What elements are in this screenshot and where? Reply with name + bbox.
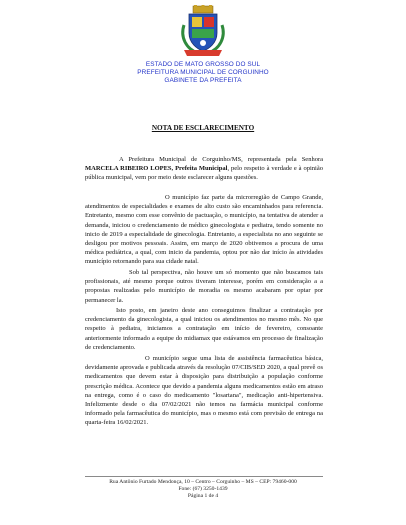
text-line: Infelizmente desde o dia 07/02/2021 não temos na farmácia municipal conforme <box>85 400 323 408</box>
text-line: Isto posto, em janeiro deste ano conseguimos finalizar a contratação por <box>116 307 323 314</box>
text-line: A Prefeitura Municipal de Corguinho/MS, representada pela Senhora <box>119 156 323 163</box>
text-line: Entretanto, mesmo com esse convênio de pactuação, o município, na tentativa de atender a <box>85 212 323 220</box>
text-line: MARCELA RIBEIRO LOPES, Prefeita Municipal, pelo respeito à verdade e à opinião <box>85 165 323 173</box>
header-state: ESTADO DE MATO GROSSO DO SUL <box>145 61 261 68</box>
text-line: inicio de 2019 a especialidade de ginecologia. Entretanto, a especialista no ano seguinte se <box>85 230 323 238</box>
text-line: médica pediátrica, a qual, com inicio da pandemia, optou por não dar início às atividades <box>85 249 323 257</box>
text-line: profissionais, até mesmo porque outros tiveram interesse, porém em consideração a a <box>85 278 323 286</box>
text-line: pública municipal, vem por meio deste esclarecer alguns questões. <box>85 174 258 182</box>
text-line: município retornando para sua cidade natal. <box>85 258 199 266</box>
footer-divider <box>85 476 323 477</box>
text-line: atendimentos de especialidades e exames de alto custo são encaminhados para referencia. <box>85 203 323 211</box>
header-prefecture: PREFEITURA MUNICIPAL DE CORGUINHO <box>137 69 269 76</box>
text-line: Sob tal perspectiva, não houve um só momento que não buscamos tais <box>129 269 323 276</box>
text-line: prescrição médica. Acontece que devido a pandemia alguns medicamentos estão em atraso <box>85 382 323 390</box>
paragraph-5 <box>85 354 323 428</box>
text-line: demanda, iniciou o credenciamento de médico ginecologista e pediatra, tendo somente no <box>85 221 323 229</box>
municipal-coat-of-arms <box>178 5 228 57</box>
text-line: quarta-feira 16/02/2021. <box>85 419 149 427</box>
text-line: devidamente aprovada e publicada através da resolução 07/CIB/SED 2020, a qual prevê os <box>85 364 323 372</box>
paragraph-4 <box>85 306 323 352</box>
text-line: na entrega, como é o caso do medicamento "losartana", medicação anti-hipertensiva. <box>85 391 323 399</box>
text-line: O município segue uma lista de assistência farmacêutica básica, <box>145 355 323 362</box>
document-title: NOTA DE ESCLARECIMENTO <box>151 124 255 132</box>
text-line: propostas realizadas pelo município de moradia os mesmo acabaram por optar por <box>85 287 323 295</box>
text-line: respeito à pediatra, iniciamos a contratação em início de fevereiro, consoante <box>85 325 323 333</box>
footer-phone: Fone: (67) 3250-1439 <box>178 486 228 492</box>
text-line: O município faz parte da microrregião de Campo Grande, <box>165 194 323 201</box>
footer-address: Rua Antônio Furtado Mendonça, 10 – Centro – Corguinho – MS – CEP: 79460-000 <box>109 479 297 485</box>
header-office: GABINETE DA PREFEITA <box>164 77 242 84</box>
paragraph-2 <box>85 193 323 267</box>
text-line: medicamentos que devem estar à disposição para distribuição a população conforme <box>85 373 323 381</box>
paragraph-1 <box>85 155 323 183</box>
page-number: Página 1 de 4 <box>187 493 219 499</box>
text-line: informado pela farmacêutica do município, mas o mesmo está com previsão de entrega na <box>85 410 323 418</box>
text-line: anteriormente informado a equipe do midiamax que estávamos em processo de finalização <box>85 334 323 342</box>
mayor-name: MARCELA RIBEIRO LOPES, Prefeita Municipal <box>85 165 228 173</box>
text-line: permanecer la. <box>85 296 124 304</box>
text-line: de credenciamento. <box>85 343 136 351</box>
paragraph-3 <box>85 268 323 305</box>
text-line: credenciamento da ginecologista, a qual iniciou os atendimentos no mesmo mês. No que <box>85 316 323 324</box>
text-line: desligou por motivos pessoais. Assim, em março de 2020 obtivemos a procura de uma <box>85 239 323 247</box>
